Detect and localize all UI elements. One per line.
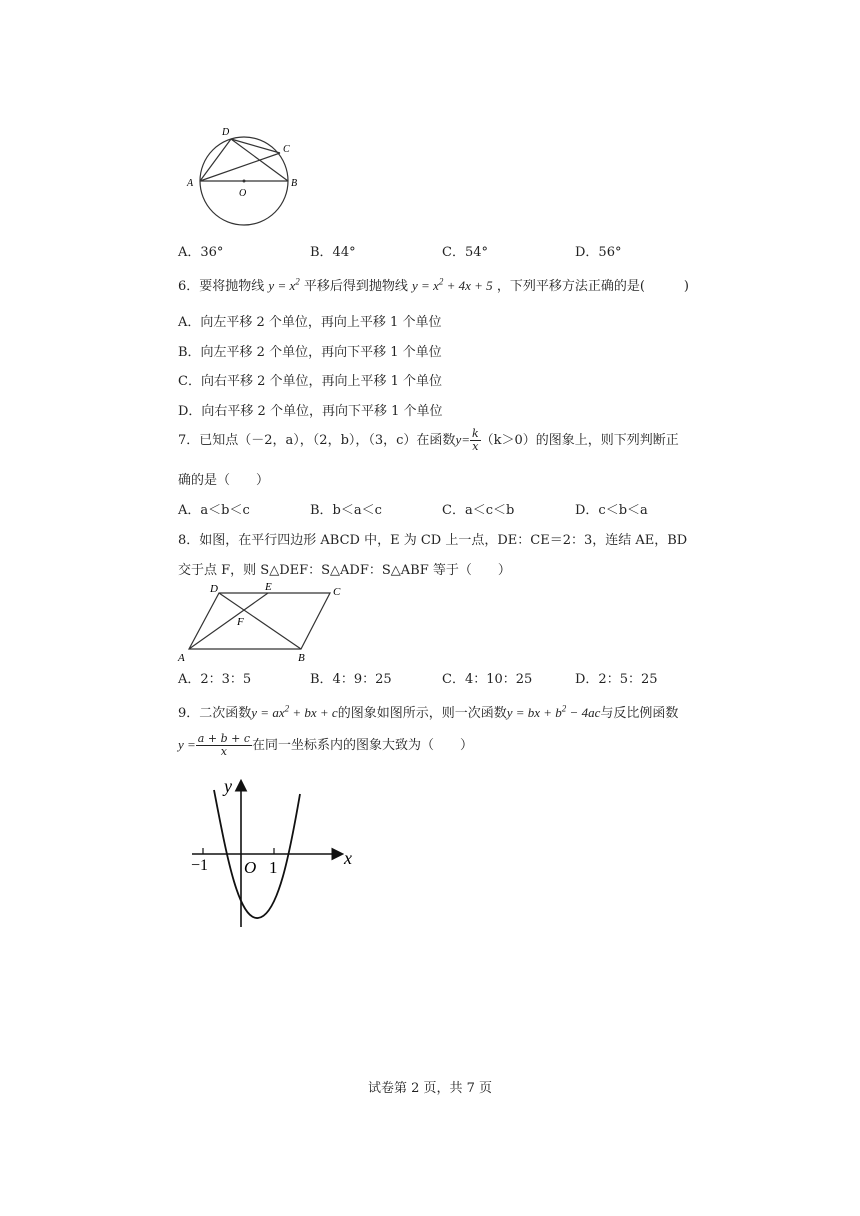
label-o: O (239, 188, 247, 199)
label-y: y (224, 776, 232, 796)
q6-stem-mid: 平移后得到抛物线 (303, 279, 408, 294)
q8-option-c[interactable]: C．4：10：25 (442, 672, 533, 687)
q7-option-b[interactable]: B．b＜a＜c (310, 503, 382, 518)
label-o: O (244, 858, 257, 877)
q8-stem-line1: 8．如图，在平行四边形 ABCD 中，E 为 CD 上一点，DE：CE＝2：3，连结 AE，BD (178, 533, 688, 548)
q5-option-b[interactable]: B．44° (310, 245, 356, 260)
label-b: B (298, 652, 305, 664)
segment-ad (200, 139, 231, 181)
label-a: A (178, 652, 185, 664)
q9-stem-prefix: 9．二次函数 (178, 706, 252, 721)
q7-formula: y= (455, 432, 470, 447)
label-a: A (187, 178, 194, 189)
label-x: x (344, 848, 352, 868)
q8-option-b[interactable]: B．4：9：25 (310, 672, 392, 687)
q7-option-c[interactable]: C．a＜c＜b (442, 503, 515, 518)
q6-option-a[interactable]: A．向左平移 2 个单位，再向上平移 1 个单位 (178, 315, 442, 330)
q9-stem-suffix: 与反比例函数 (600, 706, 679, 721)
q7-stem-line2: 确的是（ ） (178, 473, 270, 488)
q6-stem (178, 275, 689, 294)
q9-stem-line2-suffix: 在同一坐标系内的图象大致为（ ） (251, 738, 473, 753)
page-footer: 试卷第 2 页，共 7 页 (367, 1081, 493, 1096)
label-neg1: −1 (191, 857, 209, 874)
q6-option-d[interactable]: D．向右平移 2 个单位，再向下平移 1 个单位 (178, 404, 443, 419)
q5-option-c[interactable]: C．54° (442, 245, 488, 260)
label-c: C (283, 144, 290, 155)
label-d: D (222, 127, 230, 138)
q6-stem-suffix: ，下列平移方法正确的是( ) (496, 279, 689, 294)
label-e: E (265, 581, 272, 593)
center-dot (243, 180, 246, 183)
q7-stem-line1 (178, 428, 679, 453)
label-c: C (333, 586, 341, 598)
q5-option-a[interactable]: A．36° (178, 245, 224, 260)
q7-stem-suffix: （k＞0）的图象上，则下列判断正 (480, 433, 679, 448)
q6-option-c[interactable]: C．向右平移 2 个单位，再向上平移 1 个单位 (178, 374, 443, 389)
q6-stem-prefix: 6．要将抛物线 (178, 279, 265, 294)
q9-formula-inverse: y = (178, 737, 196, 752)
segment-db (231, 139, 288, 181)
q7-stem-prefix: 7．已知点（－2，a），（2，b），（3，c）在函数 (178, 433, 456, 448)
q5-circle-figure (180, 118, 310, 230)
q9-formula-quadratic: $y = ax^2$ + bx + c (251, 703, 338, 720)
segment-bd (219, 593, 301, 649)
q6-formula-2: $y = x^2 + 4x + 5$ (412, 276, 493, 293)
q9-stem-mid: 的图象如图所示，则一次函数 (337, 706, 507, 721)
q5-option-d[interactable]: D．56° (575, 245, 622, 260)
label-d: D (210, 583, 218, 595)
label-f: F (237, 616, 244, 628)
q9-fraction: $\frac{a + b + c}{x}$ (197, 732, 250, 758)
q6-formula-1: $y = x^2$ (268, 276, 300, 293)
label-b: B (291, 178, 298, 189)
label-1: 1 (269, 858, 278, 877)
q9-stem-line2 (178, 733, 473, 758)
q8-option-d[interactable]: D．2：5：25 (575, 672, 658, 687)
segment-dc (231, 139, 280, 153)
segment-ae (189, 593, 268, 649)
q6-option-b[interactable]: B．向左平移 2 个单位，再向下平移 1 个单位 (178, 345, 442, 360)
q7-option-d[interactable]: D．c＜b＜a (575, 503, 648, 518)
q9-stem-line1 (178, 702, 678, 721)
q8-parallelogram-figure (176, 578, 356, 664)
q8-option-a[interactable]: A．2：3：5 (178, 672, 252, 687)
q9-parabola-figure (186, 772, 366, 932)
q8-stem-line2: 交于点 F，则 S△DEF：S△ADF：S△ABF 等于（ ） (178, 563, 511, 578)
q9-formula-linear: y = bx + $b^2 - 4ac$ (506, 703, 601, 720)
q7-fraction: $\frac{k}{x}$ (471, 427, 479, 453)
q7-option-a[interactable]: A．a＜b＜c (178, 503, 250, 518)
